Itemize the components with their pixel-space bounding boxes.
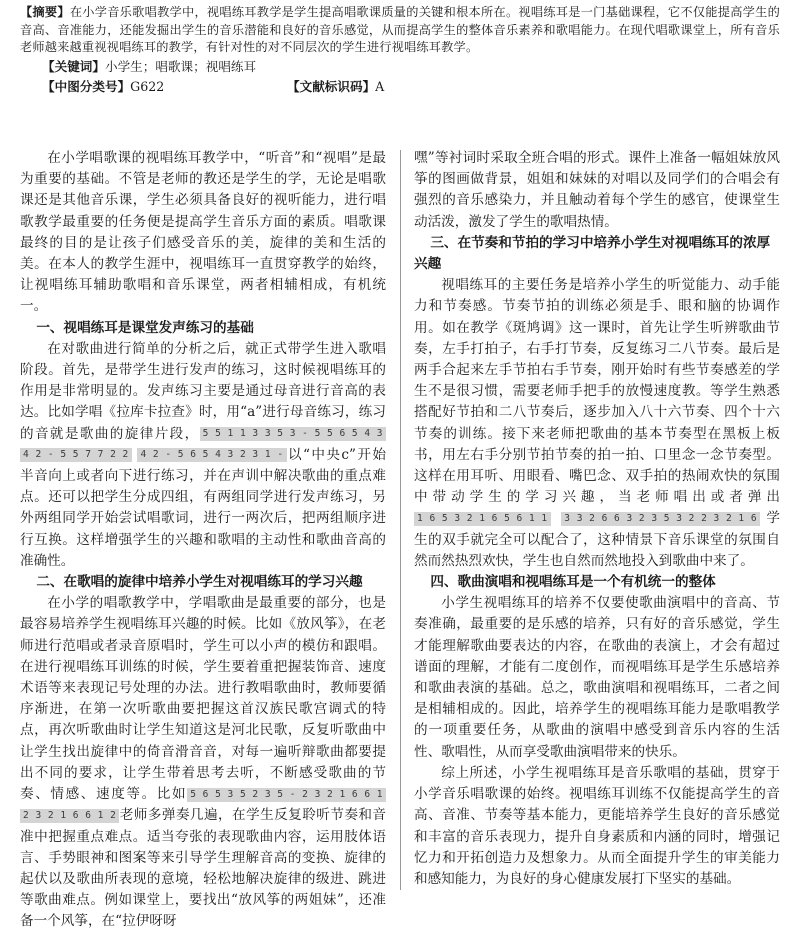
doc-code-label: 【文献标识码】 — [287, 78, 376, 94]
paragraph: 在小学唱歌课的视唱练耳教学中，“听音”和“视唱”是最为重要的基础。不管是老师的教还是学生的学，无论是唱歌课还是其他音乐课，学生必须具备良好的视听能力，进行唱歌教学最重要的任务便是提高学生音乐方面的素质。唱歌课最终的目的是让孩子们感受音乐的美，旋律的美和生活的美。在本人的教学生涯中，视唱练耳一直贯穿教学的始终，让视唱练耳辅助歌唱和音乐课堂，两者相辅相成，有机统一。 — [20, 150, 386, 315]
paragraph: 嘿”等衬词时采取全班合唱的形式。课件上准备一幅姐妹放风筝的图画做背景，姐姐和妹妹的对唱以及同学们的合唱会有强烈的音乐感染力，并且触动着每个学生的感官，使课堂生动活泼，激发了学生的歌唱热情。 — [414, 150, 780, 230]
music-score-snippet: 4 2 - 5 5 7 7 2 2 — [20, 448, 132, 462]
abstract-label: 【摘要】 — [20, 5, 70, 19]
paragraph-text: 以“中央c”开始半音向上或者向下进行练习，并在声训中解决歌曲的重点难点。还可以把学生分成四组，有两组同学进行发声练习，另外两组同学开始尝试唱歌词，进行一两次后，把两组顺序进行互换。这样增强学生的兴趣和歌唱的主动性和歌曲音高的准确性。 — [20, 446, 386, 569]
body-columns — [20, 148, 780, 930]
music-score-snippet: 1 6 5 3 2 1 6 5 6 1 1 — [414, 512, 551, 526]
left-column — [20, 148, 386, 930]
clc-value: G622 — [130, 78, 165, 94]
section-heading-4: 四、歌曲演唱和视唱练耳是一个有机统一的整体 — [430, 574, 716, 591]
keywords-label: 【关键词】 — [42, 58, 105, 74]
doc-code-value: A — [375, 78, 385, 94]
right-column — [414, 148, 780, 908]
music-score-snippet: 5 6 5 3 5 2 3 5 - 2 3 2 1 6 6 1 — [187, 788, 386, 802]
music-score-snippet: 2 3 2 1 6 6 1 2 — [20, 809, 119, 823]
paragraph: 小学生视唱练耳的培养不仅要使歌曲演唱中的音高、节奏准确，最重要的是乐感的培养，只有好的音乐感觉，学生才能理解歌曲要表达的内容，在歌曲的表演上，才会有超过谱面的理解，才能有二度创作，而视唱练耳是学生乐感培养和歌曲表演的基础。总之，歌曲演唱和视唱练耳，二者之间是相辅相成的。因此，培养学生的视唱练耳能力是歌唱教学的一项重要任务，从歌曲的演唱中感受到音乐内容的生活性、歌唱性，从而享受歌曲演唱带来的快乐。 — [414, 595, 780, 760]
clc-label: 【中图分类号】 — [42, 78, 131, 94]
music-score-snippet: 3 3 2 6 6 3 2 3 5 3 2 2 3 2 1 6 — [561, 512, 760, 526]
paragraph-text: 视唱练耳的主要任务是培养小学生的听觉能力、动手能力和节奏感。节奏节拍的训练必须是手、眼和脑的协调作用。如在教学《斑鸠调》这一课时，首先让学生听辨歌曲节奏，左手打拍子，右手打节奏，反复练习二八节奏。最后是两手合起来左手节拍右手节奏，刚开始时有些节奏感差的学生不是很习惯，需要老师手把手的放慢速度教。等学生熟悉搭配好节拍和二八节奏后，逐步加入八十六节奏、四个十六节奏的训练。接下来老师把歌曲的基本节奏型在黑板上板书，用左右手分别节拍节奏的拍一拍、口里念一念节奏型。这样在用耳听、用眼看、嘴巴念、双手拍的热闹欢快的氛围中带动学生的学习兴趣，当老师唱出或者弹出 — [414, 277, 780, 506]
classification-row — [20, 77, 780, 97]
paragraph-text: 学生的双手就完全可以配合了，这种情景下音乐课堂的氛围自然而然热烈欢快，学生也自然而然地投入到歌曲中来了。 — [414, 510, 780, 569]
music-score-snippet: 5 5 1 1 3 3 5 3 - 5 5 6 5 4 3 — [200, 427, 386, 441]
section-heading-1: 一、视唱练耳是课堂发声练习的基础 — [36, 319, 254, 336]
paragraph-text: 老师多弹奏几遍，在学生反复聆听节奏和音准中把握重点难点。适当夸张的表现歌曲内容，运用肢体语言、手势眼神和图案等来引导学生理解音高的变换、旋律的起伏以及歌曲所表现的意境，轻松地解决旋律的级进、跳进等歌曲难点。例如课堂上，要找出“放风筝的两姐妹”，还准备一个风筝，在“拉伊呀呀 — [20, 807, 386, 930]
paragraph — [414, 275, 780, 572]
paragraph-text: 在小学的唱歌教学中，学唱歌曲是最重要的部分，也是最容易培养学生视唱练耳兴趣的时候。比如《放风筝》，在老师进行范唱或者录音原唱时，学生可以小声的模仿和跟唱。在进行视唱练耳训练的时候，学生要着重把握装饰音、速度术语等来表现记号处理的办法。进行教唱歌曲时，教师要循序渐进，在第一次听歌曲要把握这首汉族民歌宫调式的特点，再次听歌曲时让学生知道这是河北民歌，反复听歌曲中让学生找出旋律中的倚音滑音音，对每一遍听辩歌曲都要提出不同的要求，让学生带着思考去听，不断感受歌曲的节奏、情感、速度等。比如 — [20, 595, 386, 803]
paragraph: 综上所述，小学生视唱练耳是音乐歌唱的基础，贯穿于小学音乐唱歌课的始终。视唱练耳训练不仅能提高学生的音高、音准、节奏等基本能力，更能培养学生良好的音乐感觉和丰富的音乐表现力，提升自身素质和内涵的同时，增强记忆力和开拓创造力及想象力。从而全面提升学生的审美能力和感知能力，为良好的身心健康发展打下坚实的基础。 — [414, 764, 780, 887]
keywords-text: 小学生；唱歌课；视唱练耳 — [104, 58, 257, 74]
abstract-text: 在小学音乐歌唱教学中，视唱练耳教学是学生提高唱歌课质量的关键和根本所在。视唱练耳是一门基础课程，它不仅能提高学生的音高、音准能力，还能发掘出学生的音乐潜能和良好的音乐感觉，从而提高学生的整体音乐素养和歌唱能力。在现代唱歌课堂上，所有音乐老师越来越重视视唱练耳的教学，有针对性的对不同层次的学生进行视唱练耳教学。 — [20, 5, 780, 55]
paragraph — [20, 593, 386, 932]
section-heading-2: 二、在歌唱的旋律中培养小学生对视唱练耳的学习兴趣 — [36, 574, 363, 591]
section-heading-3: 三、在节奏和节拍的学习中培养小学生对视唱练耳的浓厚兴趣 — [414, 234, 771, 273]
music-score-snippet: 4 2 - 5 6 5 4 3 2 3 1 - — [137, 448, 286, 462]
paragraph — [20, 339, 386, 572]
paragraph-text: 在对歌曲进行简单的分析之后，就正式带学生进入歌唱阶段。首先，是带学生进行发声的练习，这时候视唱练耳的作用是非常明显的。发声练习主要是通过母音进行音高的表达。比如学唱《拉库卡拉查》时，用“a”进行母音练习，练习的音就是歌曲的旋律片段， — [20, 340, 386, 442]
abstract — [20, 4, 780, 57]
keywords — [20, 57, 780, 77]
